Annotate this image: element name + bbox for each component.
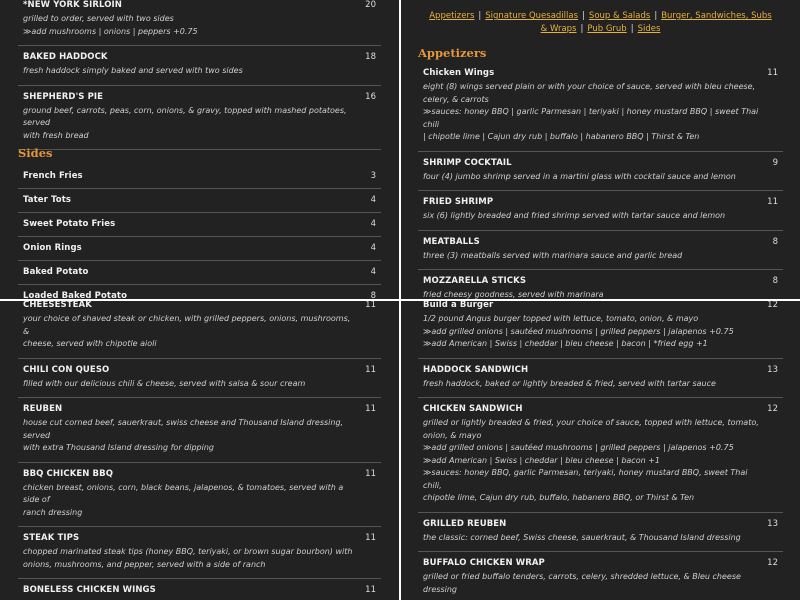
item-description: ground beef, carrots, peas, corn, onions, & gravy, topped with mashed potatoes, served with fresh bread: [23, 105, 347, 140]
menu-navigation: [418, 10, 783, 36]
item-price: 11: [767, 197, 778, 207]
menu-item: [418, 552, 783, 600]
entrees-list: [18, 0, 381, 150]
item-description: eight (8) wings served plain or with your choice of sauce, served with bleu cheese, celery, & carrots ≫sauces: honey BBQ | garlic Parmesan | teriyaki | honey mustard BBQ | sweet Thai chili | chipotle lime | Cajun dry rub | buffalo | habanero BBQ | Thirst & Ten: [423, 82, 759, 141]
item-name: BBQ CHICKEN BBQ: [23, 468, 114, 479]
item-name: CHICKEN SANDWICH: [423, 404, 523, 414]
item-description: fried cheesy goodness, served with marinara: [423, 290, 604, 299]
item-name: Sweet Potato Fries: [23, 219, 116, 229]
item-description: chicken breast, onions, corn, black beans, jalapenos, & tomatoes, served with a side of ranch dressing: [23, 482, 344, 517]
item-price: 12: [767, 301, 778, 310]
menu-item: [18, 237, 381, 261]
item-name: MEATBALLS: [423, 236, 480, 247]
menu-item: [418, 398, 783, 513]
nav-link-pub-grub[interactable]: Pub Grub: [587, 24, 627, 34]
item-name: FRIED SHRIMP: [423, 197, 494, 207]
item-price: 11: [365, 301, 376, 310]
item-description: fresh haddock simply baked and served with two sides: [23, 66, 243, 75]
menu-item: [418, 231, 783, 271]
item-name: BONELESS CHICKEN WINGS: [23, 585, 156, 595]
item-name: REUBEN: [23, 404, 63, 414]
menu-item: [18, 165, 381, 189]
item-price: 4: [370, 267, 376, 277]
item-name: Build a Burger: [423, 301, 494, 310]
item-price: 13: [767, 364, 778, 375]
item-name: Loaded Baked Potato: [23, 291, 128, 299]
item-description: three (3) meatballs served with marinara sauce and garlic bread: [423, 250, 683, 260]
item-price: 20: [365, 0, 376, 10]
nav-link-sides[interactable]: Sides: [637, 24, 661, 34]
category-nav: Appetizers | Signature Quesadillas | Soup & Salads | Burger, Sandwiches, Subs & Wraps | Pub Grub | Sides: [429, 11, 772, 34]
nav-link-soup-salads[interactable]: Soup & Salads: [588, 11, 651, 21]
menu-item: [18, 213, 381, 237]
item-name: Onion Rings: [23, 243, 82, 253]
item-price: 12: [767, 558, 778, 568]
item-price: 11: [365, 364, 376, 375]
item-name: CHEESESTEAK: [23, 301, 92, 310]
menu-item: [18, 398, 381, 463]
menu-panel-top-right: [401, 0, 800, 299]
item-price: 18: [365, 52, 376, 62]
item-name: MOZZARELLA STICKS: [423, 276, 527, 286]
menu-item: [18, 0, 381, 46]
item-price: 8: [772, 276, 778, 286]
item-name: French Fries: [23, 171, 83, 181]
item-price: 12: [767, 404, 778, 414]
menu-item: [18, 359, 381, 399]
item-name: SHEPHERD'S PIE: [23, 91, 104, 102]
menu-panel-top-left: [0, 0, 399, 299]
menu-item: [18, 463, 381, 528]
pub-grub-list: [18, 301, 381, 600]
item-price: 4: [370, 219, 376, 229]
item-price: 16: [365, 91, 376, 102]
item-price: 8: [772, 236, 778, 247]
item-name: BAKED HADDOCK: [23, 52, 108, 62]
item-price: 4: [370, 195, 376, 205]
menu-panel-bottom-right: [401, 301, 800, 600]
item-price: 13: [767, 518, 778, 529]
item-description: 1/2 pound Angus burger topped with lettuce, tomato, onion, & mayo ≫add grilled onions | sautéed mushrooms | grilled peppers | jalapenos +0.75 ≫add American | Swiss | cheddar | bleu cheese | bacon | *fried egg +1: [423, 314, 734, 348]
item-description: grilled to order, served with two sides ≫add mushrooms | onions | peppers +0.75: [23, 14, 198, 36]
nav-link-signature-quesadillas[interactable]: Signature Quesadillas: [485, 11, 579, 21]
menu-item: [418, 359, 783, 399]
item-description: house cut corned beef, sauerkraut, swiss cheese and Thousand Island dressing, served with extra Thousand Island dressing for dipping: [23, 418, 344, 452]
menu-panel-bottom-left: [0, 301, 399, 600]
item-description: fresh haddock, baked or lightly breaded & fried, served with tartar sauce: [423, 378, 716, 388]
menu-item: [418, 270, 783, 299]
item-price: 9: [772, 157, 778, 168]
menu-item: [18, 527, 381, 579]
burgers-sandwiches-list: [418, 301, 783, 600]
item-name: Chicken Wings: [423, 68, 495, 78]
section-title-appetizers: Appetizers: [418, 46, 487, 60]
section-title-sides: Sides: [18, 146, 53, 160]
item-name: BUFFALO CHICKEN WRAP: [423, 558, 545, 568]
item-description: the classic: corned beef, Swiss cheese, sauerkraut, & Thousand Island dressing: [423, 532, 741, 542]
sides-section: [18, 146, 381, 299]
menu-item: [18, 301, 381, 359]
appetizers-section: [418, 46, 783, 299]
menu-item: [418, 62, 783, 152]
menu-item: [418, 152, 783, 192]
menu-item: [18, 86, 381, 151]
item-description: grilled or lightly breaded & fried, your choice of sauce, topped with lettuce, tomato, onion, & mayo ≫add grilled onions | sautéed mushrooms | grilled peppers | jalapenos +0.75 ≫add American | Swiss | cheddar | bleu cheese | bacon +1 ≫sauces: honey BBQ, garlic Parmesan, teriyaki, honey mustard BBQ, sweet Thai chili, chipotle lime, Cajun dry rub, buffalo, habanero BBQ, or Thirst & Ten: [423, 418, 759, 502]
item-name: GRILLED REUBEN: [423, 518, 507, 529]
menu-item: [18, 579, 381, 600]
item-price: 11: [365, 533, 376, 543]
menu-item: [18, 261, 381, 285]
item-description: grilled or fried buffalo tenders, carrots, celery, shredded lettuce, & Bleu cheese dressing: [423, 572, 741, 594]
item-price: 4: [370, 243, 376, 253]
item-description: chopped marinated steak tips (honey BBQ, teriyaki, or brown sugar bourbon) with onions, mushrooms, and pepper, served with a side of ranch: [23, 547, 353, 569]
item-description: four (4) jumbo shrimp served in a martini glass with cocktail sauce and lemon: [423, 171, 736, 181]
menu-item: [418, 191, 783, 231]
menu-item: [18, 285, 381, 299]
item-price: 11: [365, 585, 376, 595]
item-price: 3: [370, 171, 376, 181]
item-price: 8: [370, 291, 376, 299]
item-name: Tater Tots: [23, 195, 72, 205]
nav-link-burgers-sandwiches[interactable]: Burger, Sandwiches, Subs & Wraps: [540, 11, 772, 34]
item-description: your choice of shaved steak or chicken, with grilled peppers, onions, mushrooms, & cheese, served with chipotle aioli: [23, 314, 351, 348]
item-description: filled with our delicious chili & cheese, served with salsa & sour cream: [23, 378, 306, 388]
item-price: 11: [365, 404, 376, 414]
item-name: *NEW YORK SIRLOIN: [23, 0, 123, 10]
menu-item: [418, 301, 783, 359]
item-name: Baked Potato: [23, 267, 89, 277]
menu-item: [418, 513, 783, 553]
item-name: STEAK TIPS: [23, 533, 80, 543]
item-price: 11: [365, 468, 376, 479]
item-price: 11: [767, 68, 778, 78]
item-name: SHRIMP COCKTAIL: [423, 157, 512, 168]
menu-item: [18, 189, 381, 213]
item-description: six (6) lightly breaded and fried shrimp served with tartar sauce and lemon: [423, 211, 726, 220]
nav-link-appetizers[interactable]: Appetizers: [429, 11, 475, 21]
item-name: HADDOCK SANDWICH: [423, 364, 529, 375]
menu-item: [18, 46, 381, 86]
item-name: CHILI CON QUESO: [23, 364, 110, 375]
